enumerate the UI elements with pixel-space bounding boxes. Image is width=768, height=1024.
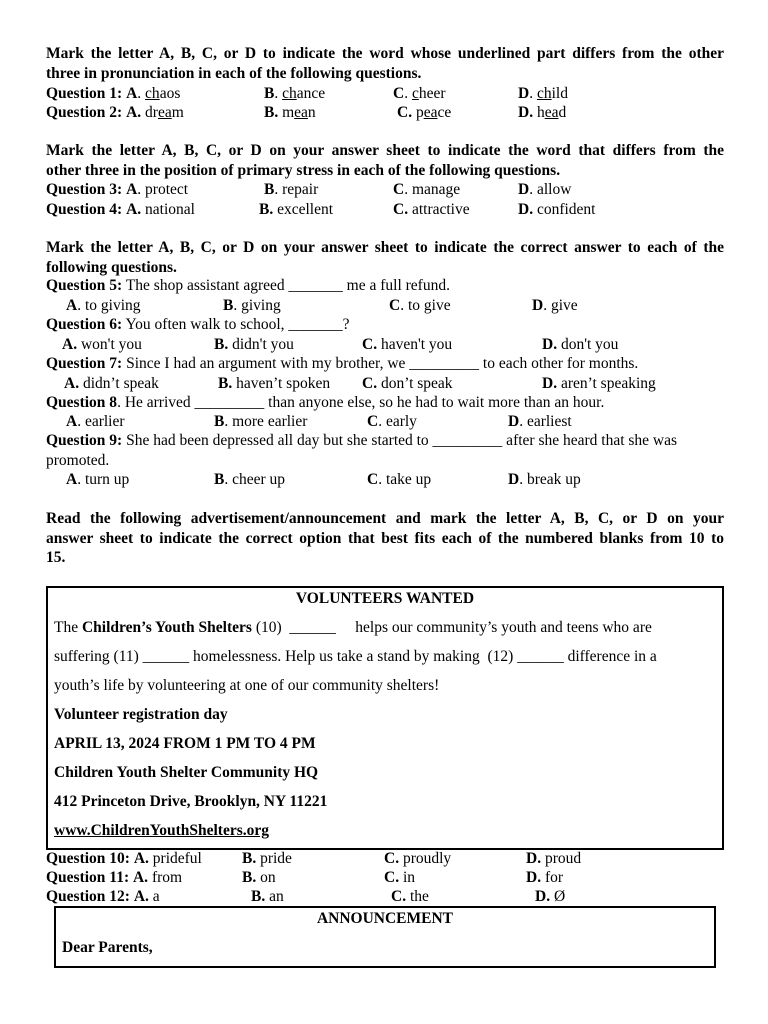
option-text: didn't you [232,336,294,353]
option-text: p [415,104,424,121]
option-letter: C [367,413,379,430]
option-text: the [409,888,429,905]
option-text: don’t speak [380,375,453,392]
option-text: give [550,297,578,314]
option-text: an [269,888,284,905]
ad-text: The [54,619,82,636]
option-d [518,200,596,219]
option-text: prideful [152,850,202,867]
option-letter: A [66,297,78,314]
underlined-part: ea [544,104,559,121]
option-b: B. more earlier [214,413,308,430]
instruction-line: three in pronunciation in each of the following questions. [46,64,422,82]
option-text: won't you [80,336,142,353]
option-b [259,200,333,219]
option-text: to give [407,297,451,314]
option-letter: A [126,85,138,102]
option-letter: A [66,471,78,488]
option-letter: A. [132,869,149,886]
option-letter: B. [242,869,257,886]
stem-text: The shop assistant agreed _______ me a full refund. [125,277,450,294]
option-b: B. giving [223,297,281,314]
option-b [214,335,294,354]
option-d [526,868,563,887]
option-letter: B. [264,104,279,121]
option-letter: B. [214,336,229,353]
option-letter: B [214,471,225,488]
option-text: ance [296,85,326,102]
option-letter: A [66,413,78,430]
option-a [46,868,182,887]
question-label: Question 7: [46,355,123,372]
option-text: Ø [553,888,566,905]
option-b: B. cheer up [214,471,286,488]
question-label: Question 10: [46,850,130,867]
option-a: A. earlier [66,413,125,430]
option-text: earlier [84,413,125,430]
option-letter: A [126,181,138,198]
question-label: Question 9: [46,432,123,449]
option-text: turn up [84,471,130,488]
option-text: d [558,104,567,121]
option-letter: B [223,297,234,314]
option-text: to giving [84,297,141,314]
option-a [46,103,184,122]
stem-text: Since I had an argument with my brother, we _________ to each other for months. [126,355,639,372]
option-letter: C. [362,336,378,353]
option-text: from [151,869,183,886]
option-text: a [152,888,160,905]
option-d: D. earliest [508,413,572,430]
ad-paragraph-line: youth’s life by volunteering at one of our community shelters! [54,677,440,694]
option-text: aren’t speaking [560,375,656,392]
stem-text: promoted. [46,452,110,469]
option-text: didn’t speak [82,375,159,392]
option-letter: A. [126,104,142,121]
option-letter: A. [126,201,142,218]
question-stem [46,354,638,373]
instruction-reading [46,509,724,568]
option-a [62,335,142,354]
option-letter: D. [518,201,534,218]
option-text: more earlier [232,413,308,430]
option-a: A. turn up [66,471,130,488]
option-letter: A. [133,888,149,905]
option-text: allow [536,181,572,198]
option-c: C. take up [367,471,432,488]
option-text: take up [385,471,432,488]
advertisement-title: VOLUNTEERS WANTED [295,590,475,607]
question-label: Question 5: [46,277,123,294]
option-letter: D [508,413,520,430]
option-letter: C [393,85,405,102]
website-link[interactable]: www.ChildrenYouthShelters.org [54,822,270,839]
option-text: ce [437,104,452,121]
option-letter: D [532,297,544,314]
question-label: Question 3: [46,181,123,198]
instruction-line: Read the following advertisement/announcement and mark the letter A, B, C, or D on your [46,510,724,527]
question-label: Question 8 [46,394,118,411]
registration-heading: Volunteer registration day [54,706,228,723]
option-text: giving [241,297,281,314]
option-text: m [282,104,295,121]
option-text: for [544,869,564,886]
option-letter: D. [526,850,542,867]
option-d: D. allow [518,181,572,198]
option-text: early [385,413,417,430]
exam-page: Mark the letter A, B, C, or D to indicate the word whose underlined part differs from the other three in pronunciation in each of the following questions. Question 1: A. chaos B. chance C. cheer D. child Question 2: A. dream B. mean C. peace D. head Mark the letter A, B, C, or D on your answer sheet to indicate the word that differs from the other three in the position of primary stress in each of the following questions. Question 3: A. protect B. repair C. manage D. allow Question 4: A. national B. excellent C. attractive D. confident Mark the letter A, B, C, or D on your answer sheet to indicate the correct answer to each of the following questions. Question 5: The shop assistant agreed _______ me a full refund. A. to giving B. giving C. to give D. give Question 6: You often walk to school, _______? A. won't you B. didn't you C. haven't you D. don't you Question 7: Since I had an argument with my brother, we _________ to each other for months. A. didn’t speak B. haven’t spoken C. don’t speak D. aren’t speaking Question 8. He arrived _________ than anyone else, so he had to wait more than an hour. A. earlier B. more earlier C. early D. earliest Question 9: She had been depressed all day but she started to _________ after she heard that she was promoted. A. turn up B. cheer up C. take up D. break up Read the following advertisement/announcement and mark the letter A, B, C, or D on your answer sheet to indicate the correct option that best fits each of the numbered blanks from 10 to 15. VOLUNTEERS WANTED The Children’s Youth Shelters (10) ______ helps our community’s youth and teens who are suffering (11) ______ homelessness. Help us take a stand by making (12) ______ difference in a youth’s life by volunteering at one of our community shelters! Volunteer registration day APRIL 13, 2024 FROM 1 PM TO 4 PM Children Youth Shelter Community HQ 412 Princeton Drive, Brooklyn, NY 11221 www.ChildrenYouthShelters.org Question 10: A. prideful B. pride C. proudly D. proud Question 11: A. from B. on C. in D. for Question 12: A. a B. an C. the D. Ø ANNOUNCEMENT Dear Parents, [0,0,768,1024]
underlined-part: ch [282,85,297,102]
option-letter: D. [518,104,534,121]
option-letter: B [214,413,225,430]
option-d [535,887,565,906]
option-text: earliest [526,413,572,430]
instruction-pronunciation [46,44,724,83]
option-text: pride [260,850,292,867]
question-label: Question 4: [46,201,123,218]
stem-text: She had been depressed all day but she started to _________ after she heard that she was [126,432,678,449]
underlined-part: ea [423,104,438,121]
option-text: aos [159,85,181,102]
announcement-greeting: Dear Parents, [62,939,153,956]
question-stem [46,276,450,295]
stem-text: . He arrived _________ than anyone else, so he had to wait more than an hour. [117,394,605,411]
instruction-line: 15. [46,549,66,566]
question-label: Question 12: [46,888,130,905]
option-letter: D. [542,336,558,353]
option-letter: D [518,181,530,198]
option-b: B. repair [264,181,319,198]
option-text: confident [536,201,596,218]
option-letter: B. [242,850,257,867]
option-c [391,887,429,906]
option-text: repair [282,181,319,198]
option-letter: A. [64,375,80,392]
option-letter: D. [542,375,558,392]
question-stem [46,315,350,334]
stem-text: You often walk to school, _______? [125,316,350,333]
option-c [397,103,451,122]
option-b: B. chance [264,85,326,102]
option-c: C. manage [393,181,461,198]
option-letter: C [389,297,401,314]
option-letter: D [518,85,530,102]
option-b [218,374,330,393]
option-letter: C. [393,201,409,218]
option-a [46,887,160,906]
underlined-part: ea [157,104,172,121]
option-text: break up [526,471,581,488]
announcement-box [54,906,716,968]
instruction-stress [46,141,724,180]
option-c: C. to give [389,297,451,314]
option-text: manage [411,181,461,198]
option-letter: C [367,471,379,488]
option-letter: C. [391,888,407,905]
underlined-part: ch [536,85,552,102]
option-letter: B [264,181,275,198]
option-text: n [307,104,316,121]
option-text: haven’t spoken [236,375,331,392]
instruction-line: Mark the letter A, B, C, or D on your answer sheet to indicate the correct answer to each of the [46,239,724,256]
option-letter: C. [384,869,400,886]
underlined-part: c [411,85,419,102]
option-text: haven't you [380,336,453,353]
option-c [393,200,470,219]
option-letter: A. [62,336,78,353]
option-letter: D. [526,869,542,886]
ad-paragraph-line [54,618,716,637]
option-text: ild [551,85,568,102]
instruction-line: following questions. [46,258,177,276]
option-text: proudly [402,850,452,867]
instruction-line: Mark the letter A, B, C, or D to indicate the word whose underlined part differs from the other [46,45,724,62]
option-c: C. cheer [393,85,446,102]
option-b [242,849,292,868]
option-text: protect [145,181,189,198]
underlined-part: ch [145,85,160,102]
option-c [384,868,415,887]
option-letter: D. [535,888,551,905]
option-a [46,200,195,219]
ad-text: (10) ______ helps our community’s youth and teens who are [251,619,652,636]
option-d [542,335,618,354]
event-venue: Children Youth Shelter Community HQ [54,764,319,781]
organization-name: Children’s Youth Shelters [81,619,252,636]
option-letter: B. [218,375,233,392]
option-letter: B. [259,201,274,218]
option-letter: C. [397,104,413,121]
event-address: 412 Princeton Drive, Brooklyn, NY 11221 [54,793,328,810]
question-stem [46,431,677,450]
option-c [384,849,451,868]
question-stem [46,393,604,412]
option-a [46,849,202,868]
option-text: dr [145,104,158,121]
option-a [64,374,159,393]
option-letter: C. [384,850,400,867]
question-label: Question 2: [46,104,123,121]
option-d: D. break up [508,471,581,488]
option-a: A. to giving [66,297,141,314]
option-text: don't you [560,336,619,353]
question-label: Question 11: [46,869,130,886]
option-a: Question 3: A. protect [46,181,189,198]
option-text: heer [418,85,446,102]
option-b [251,887,284,906]
option-d [518,103,566,122]
option-text: on [260,869,276,886]
instruction-line: Mark the letter A, B, C, or D on your answer sheet to indicate the word that differs from the [46,142,724,159]
option-letter: A. [133,850,149,867]
option-c [362,374,453,393]
ad-paragraph-line: suffering (11) ______ homelessness. Help us take a stand by making (12) ______ difference in a [54,648,657,665]
option-letter: B [264,85,275,102]
option-letter: B. [251,888,266,905]
option-text: m [171,104,184,121]
option-d [526,849,581,868]
question-label: Question 1: [46,85,123,102]
option-d [542,374,656,393]
option-text: national [145,201,195,218]
option-text: proud [544,850,582,867]
option-text: cheer up [232,471,286,488]
option-b [242,868,276,887]
option-text: attractive [411,201,470,218]
option-text: excellent [277,201,334,218]
announcement-title: ANNOUNCEMENT [316,910,454,927]
instruction-line: answer sheet to indicate the correct option that best fits each of the numbered blanks from 10 to [46,529,724,547]
option-text: h [536,104,545,121]
instruction-grammar [46,238,724,277]
underlined-part: ea [294,104,308,121]
option-letter: C. [362,375,378,392]
option-c [362,335,452,354]
event-date: APRIL 13, 2024 FROM 1 PM TO 4 PM [54,735,316,752]
option-letter: C [393,181,405,198]
advertisement-box [46,586,724,850]
option-d: D. give [532,297,578,314]
option-b [264,103,316,122]
option-text: in [402,869,416,886]
question-label: Question 6: [46,316,123,333]
option-d: D. child [518,85,568,102]
option-c: C. early [367,413,417,430]
option-letter: D [508,471,520,488]
instruction-line: other three in the position of primary stress in each of the following questions. [46,161,561,179]
